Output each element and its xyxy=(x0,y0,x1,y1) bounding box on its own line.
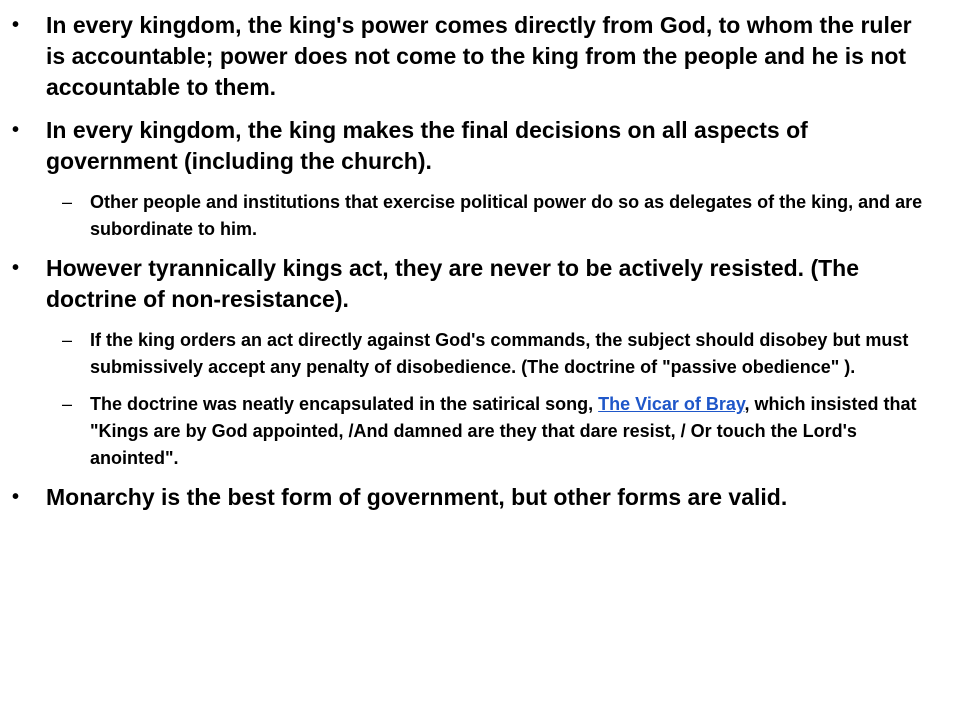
dash-icon: – xyxy=(62,394,73,414)
bullet-item xyxy=(10,115,936,177)
sub-bullet-text-after-link: , which insisted that "Kings are by God appointed, /And damned are they that dare resist, / Or touch the Lord's anointed". xyxy=(90,394,917,468)
dash-icon: – xyxy=(62,330,73,350)
sub-bullet-item xyxy=(10,327,936,381)
bullet-text: In every kingdom, the king makes the final decisions on all aspects of government (including the church). xyxy=(46,117,808,174)
sub-bullet-text: Other people and institutions that exercise political power do so as delegates of the king, and are subordinate to him. xyxy=(90,192,923,239)
sub-bullet-text: If the king orders an act directly against God's commands, the subject should disobey but must submissively accept any penalty of disobedience. (The doctrine of "passive obedience" ). xyxy=(90,330,909,377)
dash-icon: – xyxy=(62,192,73,212)
bullet-icon: • xyxy=(12,257,20,279)
bullet-icon: • xyxy=(12,486,20,508)
bullet-item xyxy=(10,10,936,103)
sub-bullet-item xyxy=(10,391,936,472)
bullet-item xyxy=(10,482,936,513)
bullet-icon: • xyxy=(12,14,20,36)
bullet-item xyxy=(10,253,936,315)
bullet-text: In every kingdom, the king's power comes directly from God, to whom the ruler is accountable; power does not come to the king from the people and he is not accountable to them. xyxy=(46,12,912,100)
sub-bullet-item xyxy=(10,189,936,243)
bullet-text: However tyrannically kings act, they are never to be actively resisted. (The doctrine of non-resistance). xyxy=(46,255,860,312)
sub-bullet-text-before-link: The doctrine was neatly encapsulated in the satirical song, xyxy=(90,394,599,414)
vicar-of-bray-link[interactable]: The Vicar of Bray xyxy=(598,394,745,414)
bullet-icon: • xyxy=(12,119,20,141)
bullet-text: Monarchy is the best form of government, but other forms are valid. xyxy=(46,484,788,510)
